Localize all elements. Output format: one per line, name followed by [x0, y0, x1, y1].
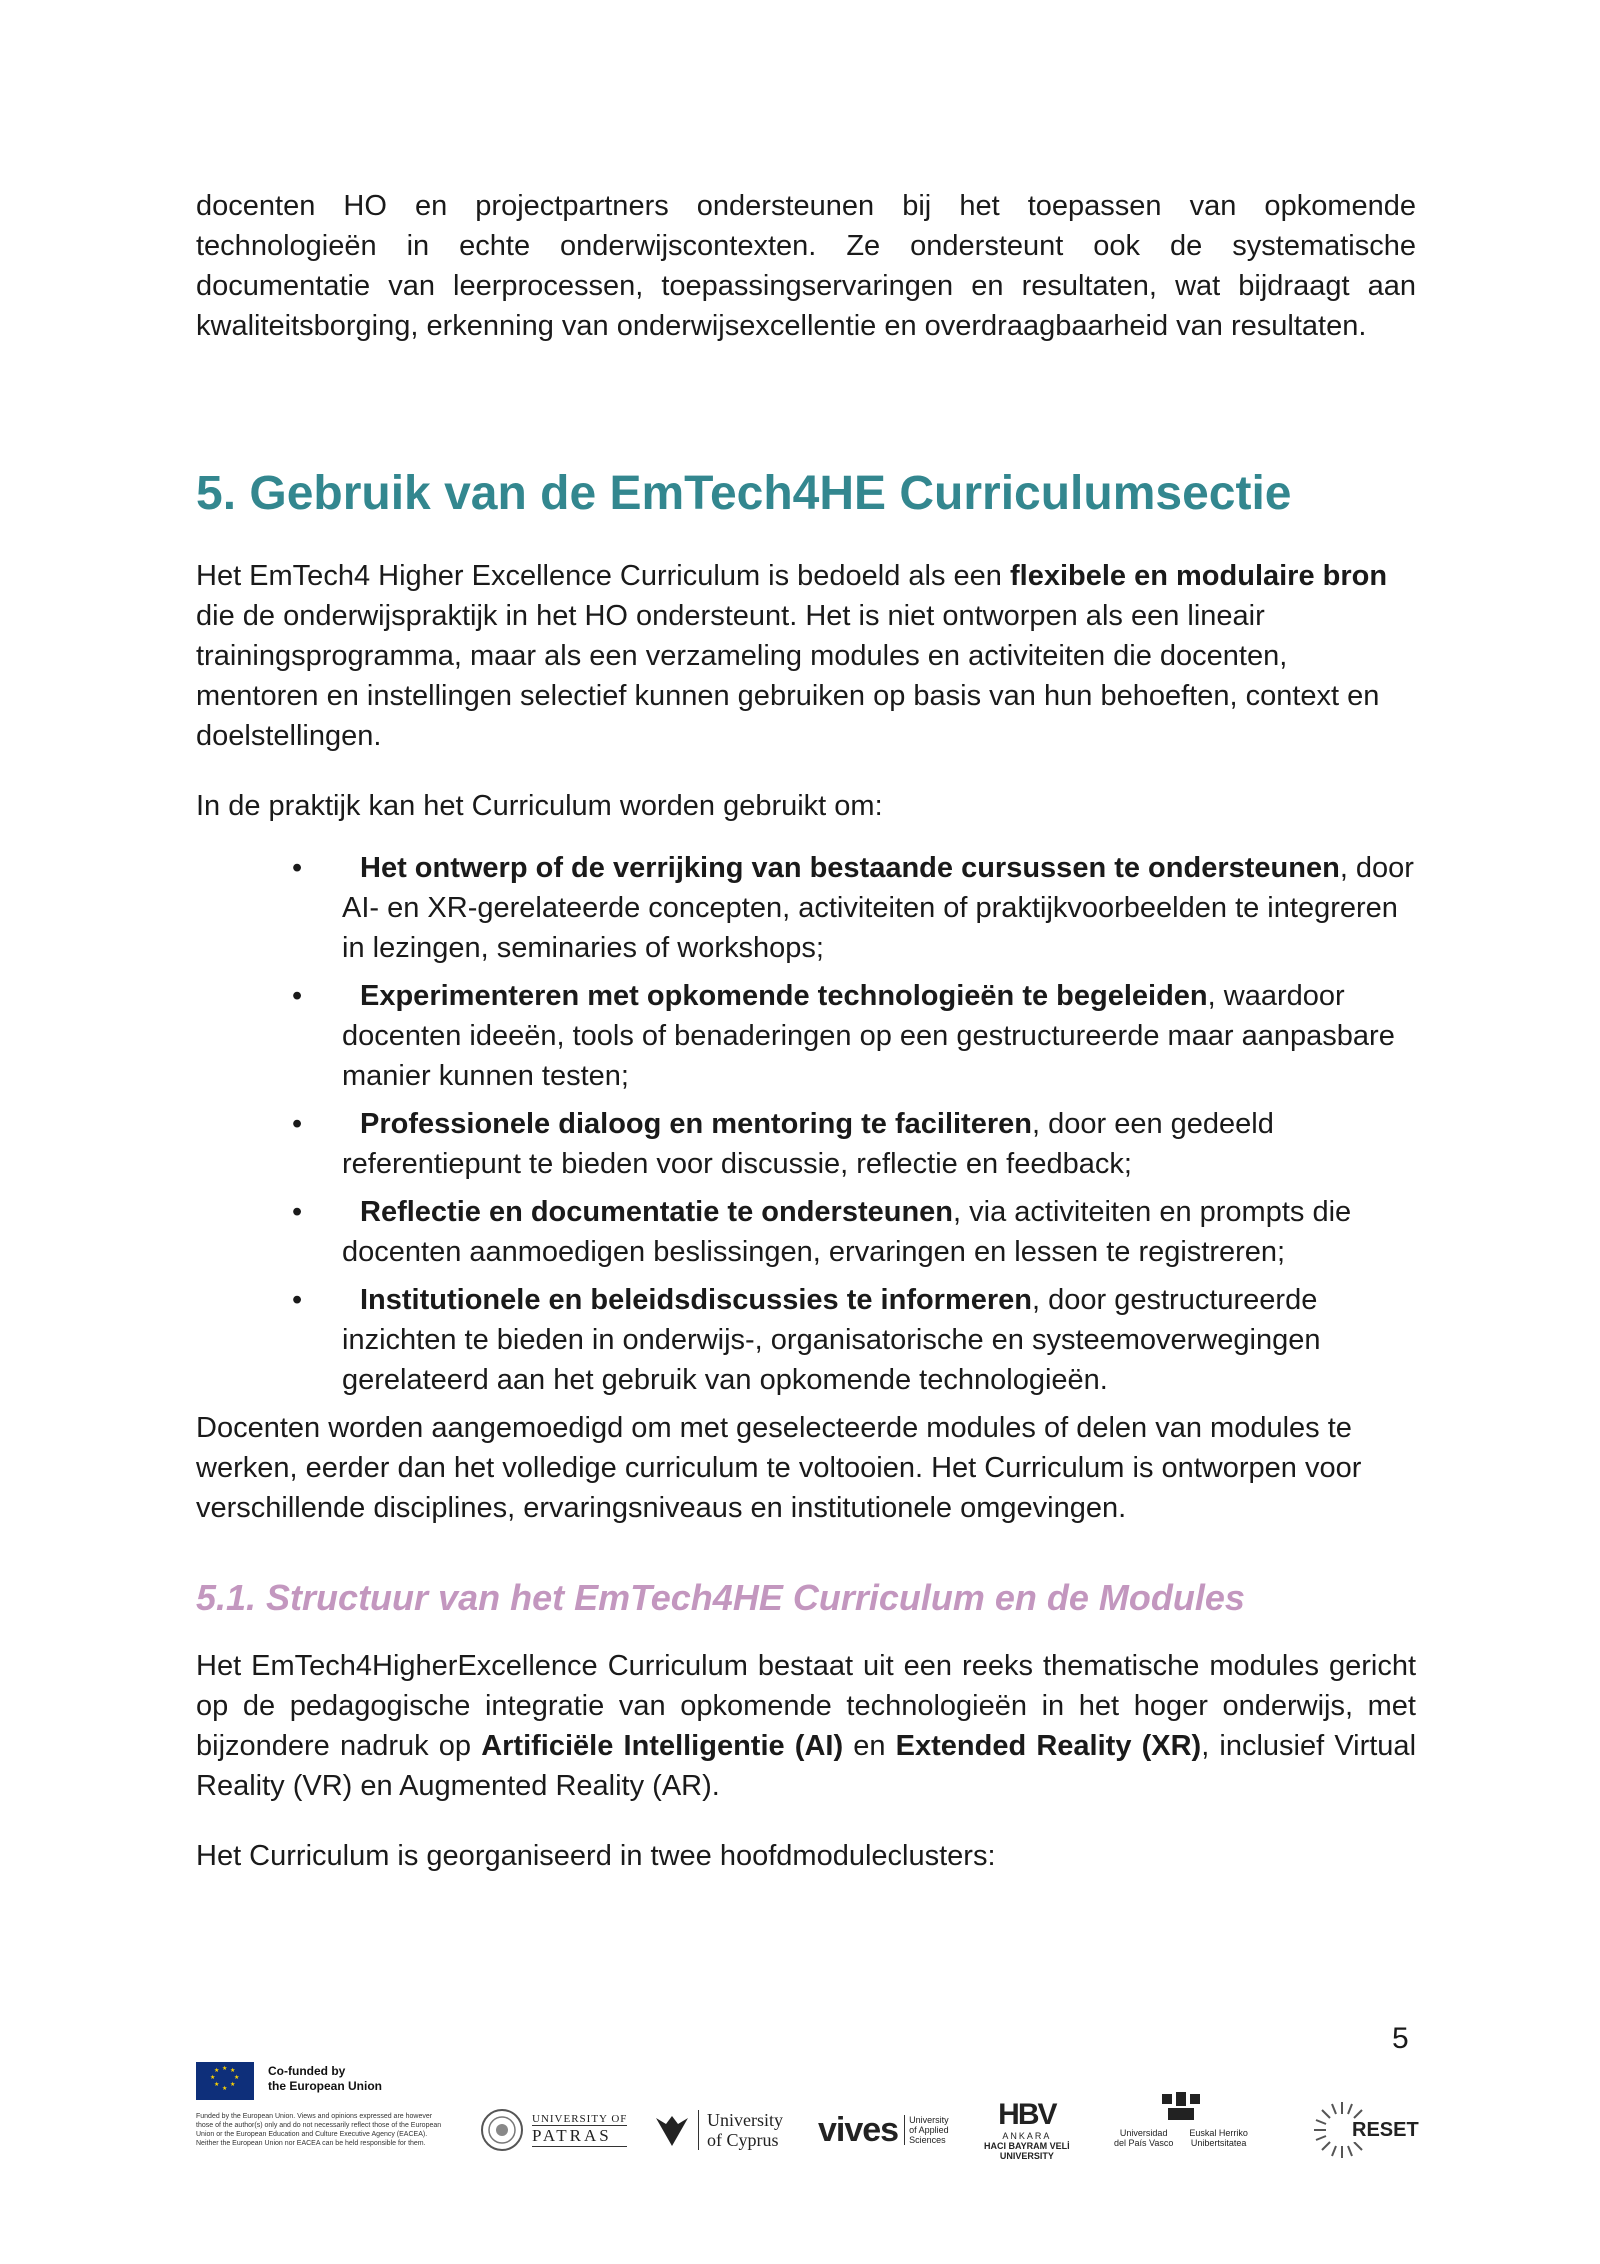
section-5-paragraph-3: Docenten worden aangemoedigd om met geselecteerde modules of delen van modules te werken, eerder dan het volledige curriculum te voltooien. Het Curriculum is ontworpen voor verschillende disciplines, ervaringsniveaus en institutionele omgevingen. — [196, 1412, 1362, 1524]
cofunded-line: the European Union — [268, 2079, 382, 2093]
list-item-text: , door gestructureerde inzichten te bieden in onderwijs-, organisatorische en systeemoverwegingen gerelateerd aan het gebruik van opkomende technologieën. — [342, 1284, 1321, 1396]
upv-line: Euskal Herriko — [1189, 2128, 1248, 2138]
list-item-text: , waardoor docenten ideeën, tools of benaderingen op een gestructureerde maar aanpasbare manier kunnen testen; — [342, 980, 1395, 1092]
list-item — [196, 848, 1416, 968]
text-run: Het EmTech4HigherExcellence Curriculum bestaat uit een reeks thematische modules gericht op de pedagogische integratie van opkomende technologieën in het hoger onderwijs, met bijzondere nadruk op — [196, 1650, 1416, 1762]
section-5-paragraph-1 — [196, 556, 1416, 756]
list-item — [196, 976, 1416, 1096]
list-item-text: , door een gedeeld referentiepunt te bieden voor discussie, reflectie en feedback; — [342, 1108, 1274, 1180]
bold-text: flexibele en modulaire bron — [1010, 560, 1388, 592]
upv-spanish — [1114, 2128, 1173, 2148]
cyprus-emblem-icon — [652, 2110, 692, 2150]
hbv-line: UNIVERSITY — [999, 2151, 1054, 2161]
reset-logo — [1312, 2090, 1421, 2170]
bullet-icon: • — [292, 1108, 303, 1140]
bullet-icon: • — [292, 1196, 303, 1228]
list-item-bold: Experimenteren met opkomende technologieën te begeleiden — [360, 980, 1208, 1012]
haci-bayram-veli-logo — [984, 2090, 1070, 2170]
patras-line: PATRAS — [532, 2125, 627, 2147]
cyprus-text — [698, 2110, 783, 2150]
university-of-patras-logo — [480, 2090, 627, 2170]
bold-text: Extended Reality (XR) — [895, 1730, 1202, 1762]
list-item-bold: Professionele dialoog en mentoring te faciliteren — [360, 1108, 1032, 1140]
upv-line: Universidad — [1119, 2128, 1168, 2138]
intro-paragraph: docenten HO en projectpartners ondersteunen bij het toepassen van opkomende technologieën in echte onderwijscontexten. Ze ondersteunt ook de systematische documentatie van leerprocessen, toepassingservaringen en resultaten, wat bijdraagt aan kwaliteitsborging, erkenning van onderwijsexcellentie en overdraagbaarheid van resultaten. — [196, 190, 1416, 342]
page-content — [196, 186, 1416, 1876]
upv-line: del País Vasco — [1114, 2138, 1174, 2148]
page-number: 5 — [1392, 2022, 1409, 2055]
vives-wordmark: vives — [818, 2110, 899, 2149]
vives-sub-line: of Applied — [909, 2125, 949, 2135]
vives-sub-line: Sciences — [909, 2135, 946, 2145]
bullet-icon: • — [292, 1284, 303, 1316]
usage-list — [196, 848, 1416, 1400]
patras-text — [532, 2113, 627, 2147]
hbv-line: HACI BAYRAM VELİ — [984, 2141, 1070, 2151]
upv-basque — [1189, 2128, 1248, 2148]
list-item-text: , via activiteiten en prompts die docenten aanmoedigen beslissingen, ervaringen en lessen te registreren; — [342, 1196, 1352, 1268]
section-5-1-heading: 5.1. Structuur van het EmTech4HE Curriculum en de Modules — [196, 1577, 1245, 1618]
vives-logo — [818, 2090, 949, 2170]
list-item-bold: Institutionele en beleidsdiscussies te informeren — [360, 1284, 1033, 1316]
text-run: , inclusief Virtual Reality (VR) en Augmented Reality (AR). — [196, 1730, 1417, 1802]
cyprus-line: of Cyprus — [707, 2130, 779, 2150]
list-item — [196, 1104, 1416, 1184]
university-of-cyprus-logo — [652, 2090, 783, 2170]
section-5-1-paragraph-1 — [196, 1646, 1416, 1806]
patras-line: UNIVERSITY OF — [532, 2113, 628, 2125]
footer-logos — [196, 2050, 1420, 2210]
hbv-line: ANKARA — [1002, 2131, 1052, 2141]
eu-flag-icon: ★ ★ ★ ★ ★ ★ ★ ★ — [196, 2062, 254, 2100]
reset-wordmark: RESET — [1352, 2118, 1419, 2141]
text-run: die de onderwijspraktijk in het HO ondersteunt. Het is niet ontworpen als een lineair trainingsprogramma, maar als een verzameling modules en activiteiten die docenten, mentoren en instellingen selectief kunnen gebruiken op basis van hun behoeften, context en doelstellingen. — [196, 600, 1380, 752]
bold-text: Artificiële Intelligentie (AI) — [481, 1730, 844, 1762]
bullet-icon: • — [292, 980, 303, 1012]
upv-line: Unibertsitatea — [1190, 2138, 1247, 2148]
list-item — [196, 1280, 1416, 1400]
upv-ehu-logo — [1114, 2090, 1248, 2170]
section-5-1-paragraph-2: Het Curriculum is georganiseerd in twee hoofdmoduleclusters: — [196, 1840, 996, 1872]
cofunded-label — [268, 2064, 438, 2094]
list-item-bold: Reflectie en documentatie te ondersteunen — [360, 1196, 954, 1228]
text-run: en — [843, 1730, 896, 1762]
patras-seal-icon — [480, 2108, 524, 2152]
upv-ehu-emblem-icon — [1158, 2090, 1204, 2124]
list-item-bold: Het ontwerp of de verrijking van bestaande cursussen te ondersteunen — [360, 852, 1340, 884]
vives-sub-line: University — [909, 2115, 949, 2125]
bullet-icon: • — [292, 852, 303, 884]
list-item — [196, 1192, 1416, 1272]
eu-disclaimer: Funded by the European Union. Views and opinions expressed are however those of the author(s) only and do not necessarily reflect those of the European Union or the European Education and Culture Executive Agency (EACEA). Neither the European Union nor EACEA can be held responsible for them. — [196, 2113, 442, 2147]
section-5-paragraph-2: In de praktijk kan het Curriculum worden gebruikt om: — [196, 790, 883, 822]
hbv-mark: HBV — [998, 2098, 1056, 2131]
cofunded-line: Co-funded by — [268, 2064, 346, 2078]
section-5-heading: 5. Gebruik van de EmTech4HE Curriculumsectie — [196, 467, 1292, 520]
vives-subtitle — [904, 2115, 949, 2145]
text-run: Het EmTech4 Higher Excellence Curriculum is bedoeld als een — [196, 560, 1010, 592]
cyprus-line: University — [707, 2110, 783, 2130]
list-item-text: , door AI- en XR-gerelateerde concepten, activiteiten of praktijkvoorbeelden te integreren in lezingen, seminaries of workshops; — [342, 852, 1414, 964]
upv-ehu-text — [1114, 2128, 1248, 2148]
